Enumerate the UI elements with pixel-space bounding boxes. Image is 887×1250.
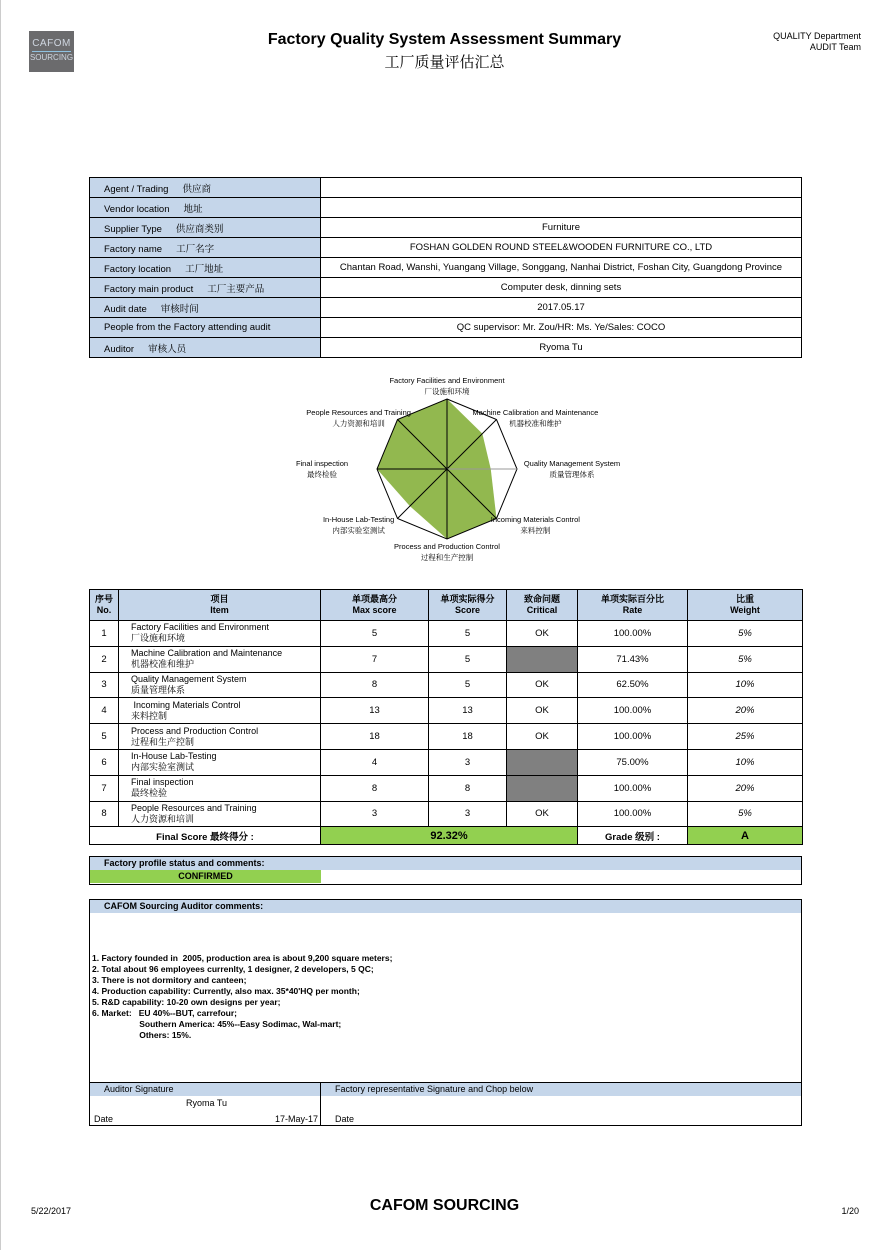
weight: 10%: [688, 672, 803, 698]
score: 3: [429, 801, 507, 827]
item-name-en: Process and Production Control: [131, 725, 259, 736]
column-header-cn: 单项实际得分: [440, 594, 495, 604]
rate: 100.00%: [578, 698, 688, 724]
critical: OK: [507, 724, 578, 750]
column-header: [90, 590, 119, 621]
logo-text: CAFOM: [32, 38, 71, 49]
info-value: [321, 178, 802, 198]
item-cell: [119, 775, 321, 801]
info-label: [90, 218, 321, 238]
comment-line: 1. Factory founded in 2005, production area is about 9,200 square meters;: [92, 953, 393, 963]
item-name-en: Final inspection: [131, 777, 194, 788]
company-logo: [29, 31, 74, 72]
axis-label-cn: 机器校准和维护: [509, 418, 562, 428]
max-score: 5: [321, 621, 429, 647]
score: 3: [429, 749, 507, 775]
item-name-cn: 过程和生产控制: [131, 736, 195, 747]
item-name-cn: 来料控制: [131, 710, 168, 721]
dept-line: QUALITY Department: [773, 31, 861, 41]
item-name-en: Incoming Materials Control: [131, 699, 241, 710]
info-label-en: Supplier Type: [104, 223, 162, 235]
comment-line: Southern America: 45%--Easy Sodimac, Wal-mart;: [92, 1019, 342, 1029]
info-label: [90, 298, 321, 318]
critical: OK: [507, 698, 578, 724]
info-label-en: Auditor: [104, 343, 135, 355]
info-label: [90, 258, 321, 278]
info-label-cn: 供应商: [182, 183, 211, 195]
status-badge: CONFIRMED: [90, 870, 321, 883]
score: 18: [429, 724, 507, 750]
info-label-en: Vendor location: [104, 203, 170, 215]
info-row: [90, 198, 802, 218]
score: 8: [429, 775, 507, 801]
axis-label-cn: 人力资源和培训: [332, 418, 385, 428]
axis-label-en: In-House Lab-Testing: [322, 515, 395, 525]
score-table: [89, 589, 803, 845]
comments-label: CAFOM Sourcing Auditor comments:: [90, 900, 801, 913]
row-number: 3: [90, 672, 119, 698]
item-cell: [119, 698, 321, 724]
info-label-cn: 工厂地址: [185, 263, 224, 275]
critical: OK: [507, 621, 578, 647]
radar-axis-label: [524, 458, 620, 480]
column-header: [507, 590, 578, 621]
item-cell: [119, 724, 321, 750]
column-header-en: Item: [210, 605, 229, 615]
score: 5: [429, 646, 507, 672]
item-name-en: In-House Lab-Testing: [131, 751, 217, 762]
info-label-en: Factory main product: [104, 283, 194, 295]
radar-axis-label: [491, 514, 580, 536]
grade-label: Grade 级别 :: [578, 827, 688, 845]
max-score: 13: [321, 698, 429, 724]
row-number: 7: [90, 775, 119, 801]
footer-date: 5/22/2017: [31, 1206, 72, 1216]
critical: OK: [507, 672, 578, 698]
comment-line: 6. Market: EU 40%--BUT, carrefour;: [92, 1008, 238, 1018]
rate: 75.00%: [578, 749, 688, 775]
item-cell: [119, 646, 321, 672]
axis-label-en: Final inspection: [295, 459, 349, 468]
critical: [507, 646, 578, 672]
axis-label-cn: 内部实验室测试: [332, 526, 385, 536]
info-label-en: Factory name: [104, 243, 163, 255]
item-cell: [119, 621, 321, 647]
critical: OK: [507, 801, 578, 827]
item-name-en: Machine Calibration and Maintenance: [131, 648, 283, 659]
radar-axis-label: [389, 375, 504, 397]
info-row: [90, 278, 802, 298]
comment-line: 5. R&D capability: 10-20 own designs per year;: [92, 997, 281, 1007]
info-value: FOSHAN GOLDEN ROUND STEEL&WOODEN FURNITURE CO., LTD: [321, 238, 802, 258]
table-row: [90, 672, 803, 698]
table-row: [90, 621, 803, 647]
item-name-cn: 质量管理体系: [131, 684, 186, 695]
max-score: 3: [321, 801, 429, 827]
info-label: [90, 198, 321, 218]
max-score: 7: [321, 646, 429, 672]
max-score: 8: [321, 672, 429, 698]
radar-chart: [281, 370, 641, 570]
auditor-date: 17-May-17: [274, 1114, 318, 1124]
info-label: [90, 318, 321, 338]
column-header-cn: 单项实际百分比: [600, 594, 664, 604]
radar-axis-label: [306, 407, 411, 429]
rate: 100.00%: [578, 775, 688, 801]
item-name-cn: 机器校准和维护: [131, 659, 195, 670]
score: 5: [429, 672, 507, 698]
axis-label-en: People Resources and Training: [306, 407, 411, 417]
department-label: [773, 31, 861, 53]
signature-box: [89, 1082, 802, 1126]
page-number: 1/20: [841, 1206, 859, 1216]
column-header: [578, 590, 688, 621]
page-subtitle: 工厂质量评估汇总: [384, 54, 505, 71]
column-header-en: Score: [454, 605, 480, 615]
info-row: [90, 178, 802, 198]
factory-signature-label: Factory representative Signature and Chop below: [321, 1083, 801, 1096]
footer-brand: CAFOM SOURCING: [369, 1197, 520, 1214]
weight: 25%: [688, 724, 803, 750]
axis-label-en: Factory Facilities and Environment: [389, 376, 505, 385]
info-label-en: Agent / Trading: [104, 183, 169, 195]
info-label: [90, 238, 321, 258]
weight: 20%: [688, 698, 803, 724]
info-value: 2017.05.17: [321, 298, 802, 318]
rate: 100.00%: [578, 801, 688, 827]
item-cell: [119, 672, 321, 698]
info-label-cn: 地址: [183, 203, 203, 215]
table-row: [90, 724, 803, 750]
column-header-cn: 比重: [735, 594, 754, 604]
info-label: [90, 178, 321, 198]
table-row: [90, 749, 803, 775]
column-header: [688, 590, 803, 621]
info-label-cn: 审核人员: [148, 343, 187, 355]
logo-subtext: SOURCING: [29, 53, 74, 62]
axis-label-en: Machine Calibration and Maintenance: [472, 407, 599, 417]
weight: 5%: [688, 801, 803, 827]
info-label-cn: 审核时间: [160, 303, 199, 315]
info-value: QC supervisor: Mr. Zou/HR: Ms. Ye/Sales: COCO: [321, 318, 802, 338]
info-label: [90, 278, 321, 298]
comment-line: 4. Production capability: Currently, also max. 35*40'HQ per month;: [92, 986, 360, 996]
critical: [507, 749, 578, 775]
info-value: Computer desk, dinning sets: [321, 278, 802, 298]
column-header-en: No.: [96, 605, 112, 615]
rate: 71.43%: [578, 646, 688, 672]
row-number: 8: [90, 801, 119, 827]
info-label-cn: 工厂主要产品: [207, 283, 265, 295]
date-label: Date: [94, 1114, 114, 1124]
auditor-signature-label: Auditor Signature: [90, 1083, 320, 1096]
column-header-en: Rate: [622, 605, 643, 615]
column-header: [429, 590, 507, 621]
info-row: [90, 238, 802, 258]
row-number: 4: [90, 698, 119, 724]
max-score: 8: [321, 775, 429, 801]
comment-line: 2. Total about 96 employees currenlty, 1 designer, 2 developers, 5 QC;: [92, 964, 374, 974]
axis-label-cn: 厂设施和环境: [424, 387, 470, 396]
item-cell: [119, 749, 321, 775]
profile-status-box: [89, 856, 802, 885]
info-value: [321, 198, 802, 218]
info-label-cn: 工厂名字: [176, 243, 215, 255]
table-row: [90, 775, 803, 801]
column-header-en: Critical: [526, 605, 558, 615]
item-name-en: Factory Facilities and Environment: [131, 622, 270, 633]
info-label-en: Audit date: [104, 303, 147, 315]
axis-label-cn: 质量管理体系: [549, 470, 595, 479]
info-row: [90, 338, 802, 358]
item-name-cn: 人力资源和培训: [131, 813, 195, 824]
final-score-value: 92.32%: [321, 827, 578, 845]
info-label: [90, 338, 321, 358]
axis-label-en: Incoming Materials Control: [490, 515, 580, 525]
grade-value: A: [688, 827, 803, 845]
factory-date-label: Date: [335, 1114, 355, 1124]
axis-label-en: Quality Management System: [523, 459, 621, 468]
comment-line: Others: 15%.: [92, 1030, 192, 1040]
comment-line: 3. There is not dormitory and canteen;: [92, 975, 247, 985]
rate: 100.00%: [578, 724, 688, 750]
weight: 10%: [688, 749, 803, 775]
column-header-en: Weight: [730, 605, 760, 615]
radar-axis-label: [323, 514, 394, 536]
table-row: [90, 801, 803, 827]
axis-label-en: Process and Production Control: [394, 542, 500, 551]
info-label-en: People from the Factory attending audit: [104, 322, 271, 333]
row-number: 1: [90, 621, 119, 647]
info-row: [90, 298, 802, 318]
info-row: [90, 218, 802, 238]
column-header-cn: 致命问题: [523, 594, 560, 604]
item-name-en: People Resources and Training: [131, 802, 257, 813]
info-row: [90, 318, 802, 338]
table-row: [90, 698, 803, 724]
item-name-cn: 最终检验: [131, 788, 168, 799]
column-header: [119, 590, 321, 621]
final-score-label: Final Score 最终得分 :: [90, 827, 321, 845]
item-name-en: Quality Management System: [131, 673, 247, 684]
page-title: Factory Quality System Assessment Summary: [267, 31, 622, 48]
info-row: [90, 258, 802, 278]
score: 13: [429, 698, 507, 724]
column-header-cn: 单项最高分: [351, 594, 397, 604]
final-score-row: [90, 827, 803, 845]
radar-axis-label: [394, 541, 500, 563]
weight: 5%: [688, 646, 803, 672]
axis-label-cn: 过程和生产控制: [420, 553, 474, 562]
info-value: Chantan Road, Wanshi, Yuangang Village, Songgang, Nanhai District, Foshan City, Guangdong Province: [321, 258, 802, 278]
info-label-cn: 供应商类别: [175, 223, 224, 235]
column-header-en: Max score: [352, 605, 397, 615]
score: 5: [429, 621, 507, 647]
max-score: 4: [321, 749, 429, 775]
info-table: [89, 177, 802, 358]
table-row: [90, 646, 803, 672]
weight: 5%: [688, 621, 803, 647]
row-number: 6: [90, 749, 119, 775]
team-line: AUDIT Team: [809, 42, 861, 52]
item-name-cn: 内部实验室测试: [131, 762, 195, 773]
column-header-cn: 序号: [94, 594, 113, 604]
column-header-cn: 项目: [210, 594, 229, 604]
row-number: 5: [90, 724, 119, 750]
item-name-cn: 厂设施和环境: [131, 633, 186, 644]
auditor-comments-box: [89, 899, 802, 1084]
profile-label: Factory profile status and comments:: [90, 857, 801, 870]
max-score: 18: [321, 724, 429, 750]
axis-label-cn: 最终检验: [307, 470, 337, 479]
auditor-name: Ryoma Tu: [186, 1098, 228, 1108]
rate: 62.50%: [578, 672, 688, 698]
info-value: Ryoma Tu: [321, 338, 802, 358]
row-number: 2: [90, 646, 119, 672]
radar-axis-label: [296, 458, 348, 480]
weight: 20%: [688, 775, 803, 801]
rate: 100.00%: [578, 621, 688, 647]
radar-axis-label: [472, 407, 598, 429]
info-label-en: Factory location: [104, 263, 172, 275]
critical: [507, 775, 578, 801]
column-header: [321, 590, 429, 621]
item-cell: [119, 801, 321, 827]
info-value: Furniture: [321, 218, 802, 238]
axis-label-cn: 来料控制: [520, 526, 551, 536]
